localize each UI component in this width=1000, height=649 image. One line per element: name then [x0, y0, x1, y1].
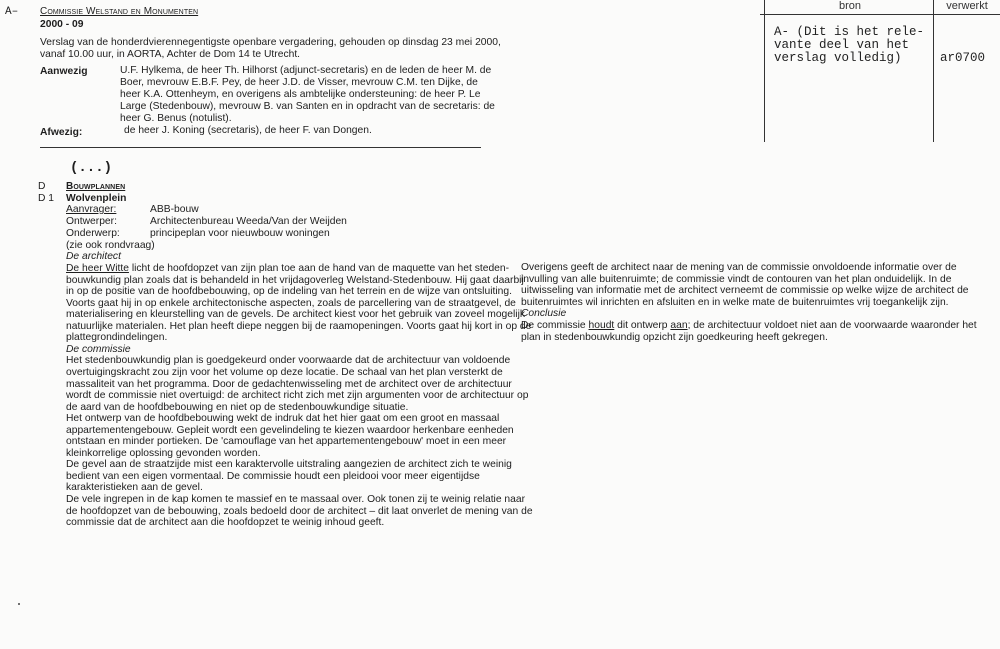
conclusion-text: De commissie — [521, 320, 589, 331]
intro-line: Verslag van de honderdvierennegentigste openbare vergadering, gehouden op dinsdag 23 mei 2000, — [40, 37, 501, 48]
right-line: uitwisseling van informatie met de architect verneemt de commissie op welke wijze de architect de — [521, 285, 969, 297]
field-value: Architectenbureau Weeda/Van der Weijden — [150, 216, 347, 227]
commission-line: ontstaan en minder portieken. De 'camouflage van het appartementengebouw' moet in een meer — [66, 436, 507, 448]
bron-line: verslag volledig) — [774, 51, 902, 65]
bron-line: vante deel van het — [774, 38, 910, 52]
commission-line: Het stedenbouwkundig plan is goedgekeurd onder voorwaarde dat de architectuur van voldoende — [66, 355, 511, 367]
commission-line: De vele ingrepen in de kap komen te massief en te massaal over. Ook tonen zij te weinig relatie naar — [66, 494, 526, 505]
right-line: Overigens geeft de architect naar de mening van de commissie onvoldoende informatie over de — [521, 262, 957, 273]
architect-line: bouwkundig plan zoals dat is behandeld in het vrijdagoverleg Welstand-Stedenbouw. Hij gaat daarbij — [66, 274, 524, 286]
architect-line: in op de positie van de hoofdbebouwing, op de indeling van het terrein en de wijze van ontsluiting. — [66, 286, 512, 298]
report-number: 2000 - 09 — [40, 19, 84, 30]
present-line: U.F. Hylkema, de heer Th. Hilhorst (adjunct-secretaris) en de leden de heer M. de — [120, 65, 492, 76]
commission-line: kleinkorrelige oplossing gevonden worden. — [66, 447, 261, 459]
organisation-title: Commissie Welstand en Monumenten — [40, 6, 199, 17]
conclusion-keyword: houdt — [588, 320, 615, 331]
column-verwerkt: verwerkt — [946, 0, 988, 12]
commission-line: wordt de commissie niet overtuigd: de architect richt zich met zijn argumenten voor de architectuur op — [66, 390, 529, 402]
conclusion-heading: Conclusie — [521, 308, 567, 320]
right-line: buitenruimtes wil inrichten en afsluiten en in welke mate de buitenruimtes vrij toegankelijk zijn. — [521, 296, 949, 308]
see-also: (zie ook rondvraag) — [66, 240, 155, 251]
conclusion-line — [521, 320, 977, 331]
present-line: Boer, mevrouw E.B.F. Pey, de heer J.D. de Visser, mevrouw C.M. ten Dijke, de — [120, 77, 478, 89]
commission-line: karakteristieken aan de gevel. — [66, 482, 203, 494]
absent-text: de heer J. Koning (secretaris), de heer F. van Dongen. — [124, 125, 372, 136]
absent-label: Afwezig: — [40, 127, 83, 138]
divider — [40, 147, 481, 148]
box-mid-rule — [933, 0, 934, 142]
box-left-rule — [764, 0, 765, 142]
present-line: heer K.A. Ottenheym, en overigens als ambtelijke ondersteuning: de heer P. Le — [120, 89, 481, 101]
verwerkt-code: ar0700 — [940, 51, 986, 65]
commission-line: de hoofdopzet van de bebouwing, zoals bedoeld door de architect – dit laat onverlet de mening van de — [66, 505, 533, 517]
right-line: invulling van alle buitenruimte; de commissie vindt de contouren van het plan onduidelijk. In de — [521, 273, 952, 285]
commission-line: Het ontwerp van de hoofdbebouwing wekt de indruk dat het hier gaat om een groot en massaal — [66, 413, 500, 425]
section-letter: D — [38, 181, 46, 192]
speaker-name: De heer Witte — [66, 263, 129, 274]
architect-text: licht de hoofdopzet van zijn plan toe aan de hand van de maquette van het steden- — [128, 263, 510, 274]
commission-line: de aard van de hoofdbebouwing en niet op de stedenbouwkundige situatie. — [66, 401, 409, 413]
architect-heading: De architect — [66, 251, 121, 262]
intro-line: vanaf 10.00 uur, in AORTA, Achter de Dom 14 te Utrecht. — [40, 49, 301, 60]
box-header-rule — [760, 14, 1000, 15]
field-value: ABB-bouw — [150, 204, 199, 215]
architect-line: natuurlijke materialen. Het plan heeft diepe neggen bij de raamopeningen. Voorts gaat hij kort in op de — [66, 320, 532, 332]
field-label: Ontwerper: — [66, 216, 117, 227]
ellipsis: (...) — [70, 160, 113, 176]
architect-line — [66, 263, 509, 274]
bron-line: A- (Dit is het rele- — [774, 25, 925, 39]
section-title: Bouwplannen — [66, 181, 126, 192]
commission-line: massaliteit van het programma. Door de gedachtenwisseling met de architect over de architectuur — [66, 378, 512, 390]
commission-heading: De commissie — [66, 343, 131, 355]
commission-line: bedient van een eigen vormentaal. De commissie houdt een pleidooi voor meer eigentijdse — [66, 470, 480, 482]
field-label: Aanvrager: — [66, 204, 117, 215]
commission-line: commissie dat de architect aan die hoofdopzet te weinig inhoud geeft. — [66, 517, 385, 529]
architect-line: Voorts gaat hij in op enkele architectonische aspecten, zoals de parcellering van de straatgevel, de — [66, 297, 516, 309]
conclusion-keyword: aan — [670, 320, 688, 331]
present-line: heer G. Benus (notulist). — [120, 113, 232, 125]
item-title: Wolvenplein — [66, 193, 127, 204]
present-label: Aanwezig — [40, 66, 88, 77]
column-bron: bron — [838, 0, 862, 12]
item-number: D 1 — [38, 193, 55, 204]
conclusion-text: ; de architectuur voldoet niet aan de voorwaarde waaronder het — [687, 320, 977, 331]
conclusion-text: dit ontwerp — [614, 320, 671, 331]
field-label: Onderwerp: — [66, 228, 120, 239]
scan-speck — [18, 603, 20, 605]
margin-marker: A– — [5, 6, 19, 18]
conclusion-line: plan in stedenbouwkundig opzicht zijn goedkeuring heeft gekregen. — [521, 331, 828, 343]
commission-line: overtuigingskracht zou zijn voor het volume op deze locatie. De schaal van het plan versterkt de — [66, 366, 503, 378]
field-value: principeplan voor nieuwbouw woningen — [150, 228, 330, 239]
commission-line: De gevel aan de straatzijde mist een karaktervolle uitstraling aangezien de architect zich te weinig — [66, 459, 512, 471]
architect-line: plattegrondindelingen. — [66, 332, 168, 344]
present-line: Large (Stedenbouw), mevrouw B. van Santen en in opdracht van de secretaris: de — [120, 101, 495, 113]
architect-line: materialisering en kleurstelling van de gevels. De architect kiest voor het gebruik van zoveel mogelijk — [66, 309, 526, 321]
commission-line: appartementengebouw. Gepleit wordt een gevelindeling te kiezen waardoor herkenbare eenheden — [66, 424, 514, 436]
